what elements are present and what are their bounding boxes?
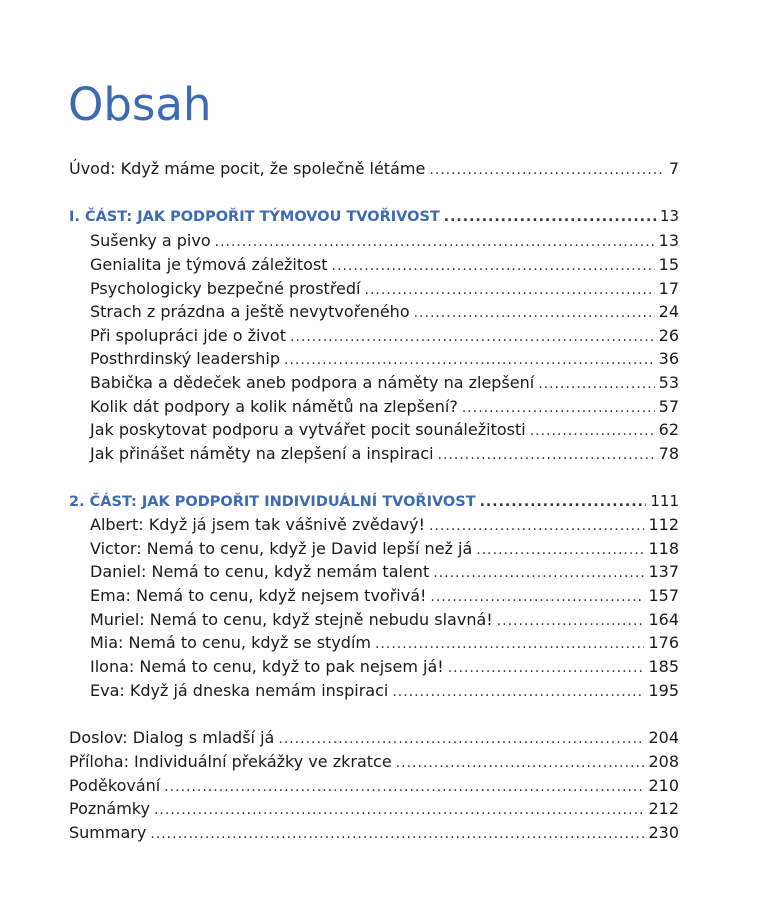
toc-entry-page: 17 — [658, 279, 679, 298]
toc-entry-intro[interactable] — [69, 158, 679, 181]
toc-entry-backmatter[interactable] — [69, 775, 679, 798]
toc-entry-page: 24 — [658, 302, 679, 321]
page-title: Obsah — [68, 78, 212, 131]
leader-dots — [392, 681, 644, 703]
toc-part-title: I. ČÁST: JAK PODPOŘIT TÝMOVOU TVOŘIVOST — [69, 209, 440, 225]
leader-dots — [462, 397, 655, 419]
toc-entry-title: Psychologicky bezpečné prostředí — [90, 279, 361, 298]
leader-dots — [278, 728, 644, 750]
toc-entry-page: 195 — [648, 681, 679, 700]
leader-dots — [154, 799, 644, 821]
leader-dots — [429, 159, 665, 181]
leader-dots — [164, 776, 644, 798]
toc-entry[interactable] — [90, 443, 679, 466]
toc-entry[interactable] — [90, 372, 679, 395]
toc-entry[interactable] — [90, 656, 679, 679]
toc-entry-backmatter[interactable] — [69, 798, 679, 821]
leader-dots — [438, 444, 655, 466]
leader-dots — [290, 326, 655, 348]
toc-entry-page: 15 — [658, 255, 679, 274]
toc-entry[interactable] — [90, 325, 679, 348]
toc-entry-title: Eva: Když já dneska nemám inspiraci — [90, 681, 389, 700]
toc-entry[interactable] — [90, 632, 679, 655]
toc-entry-title: Victor: Nemá to cenu, když je David lepší než já — [90, 539, 473, 558]
toc-part-page: 13 — [659, 207, 679, 225]
toc-entry-page: 208 — [648, 752, 679, 771]
toc-entry-backmatter[interactable] — [69, 727, 679, 750]
toc-entry-page: 137 — [648, 562, 679, 581]
toc-entry-backmatter[interactable] — [69, 822, 679, 845]
toc-entry-title: Úvod: Když máme pocit, že společně létáme — [69, 159, 426, 178]
toc-part-2[interactable] — [69, 490, 679, 513]
toc-entry[interactable] — [90, 585, 679, 608]
toc-entry-page: 36 — [658, 349, 679, 368]
leader-dots — [396, 752, 645, 774]
toc-entry-page: 210 — [648, 776, 679, 795]
toc-entry[interactable] — [90, 230, 679, 253]
toc-entry-title: Doslov: Dialog s mladší já — [69, 728, 275, 747]
toc-entry-title: Poděkování — [69, 776, 161, 795]
toc-entry-page: 176 — [648, 633, 679, 652]
toc-part-page: 111 — [650, 492, 679, 510]
toc-entry-page: 26 — [658, 326, 679, 345]
leader-dots — [480, 491, 647, 513]
toc-entry-page: 57 — [658, 397, 679, 416]
toc-entry-title: Muriel: Nemá to cenu, když stejně nebudu slavná! — [90, 610, 493, 629]
leader-dots — [530, 420, 655, 442]
leader-dots — [365, 279, 655, 301]
leader-dots — [444, 206, 656, 228]
toc-entry-title: Sušenky a pivo — [90, 231, 211, 250]
toc-entry-page: 13 — [658, 231, 679, 250]
toc-entry-title: Albert: Když já jsem tak vášnivě zvědavý! — [90, 515, 425, 534]
toc-entry-page: 112 — [648, 515, 679, 534]
toc-entry[interactable] — [90, 396, 679, 419]
toc-entry-title: Babička a dědeček aneb podpora a náměty na zlepšení — [90, 373, 535, 392]
toc-entry-title: Poznámky — [69, 799, 150, 818]
leader-dots — [538, 373, 654, 395]
toc-part-title: 2. ČÁST: JAK PODPOŘIT INDIVIDUÁLNÍ TVOŘIVOST — [69, 494, 476, 510]
leader-dots — [476, 539, 644, 561]
toc-entry-title: Jak poskytovat podporu a vytvářet pocit sounáležitosti — [90, 420, 526, 439]
toc-entry-page: 7 — [668, 159, 679, 178]
toc-entry-page: 204 — [648, 728, 679, 747]
leader-dots — [429, 515, 644, 537]
toc-entry[interactable] — [90, 514, 679, 537]
leader-dots — [284, 349, 655, 371]
toc-entry-title: Ilona: Nemá to cenu, když to pak nejsem já! — [90, 657, 444, 676]
leader-dots — [448, 657, 645, 679]
toc-entry[interactable] — [90, 348, 679, 371]
toc-entry-title: Při spolupráci jde o život — [90, 326, 286, 345]
toc-entry-title: Summary — [69, 823, 147, 842]
toc-entry-page: 212 — [648, 799, 679, 818]
toc-entry-title: Ema: Nemá to cenu, když nejsem tvořivá! — [90, 586, 427, 605]
leader-dots — [497, 610, 645, 632]
toc-entry-page: 78 — [658, 444, 679, 463]
leader-dots — [430, 586, 644, 608]
toc-entry[interactable] — [90, 419, 679, 442]
toc-entry-page: 62 — [658, 420, 679, 439]
toc-entry[interactable] — [90, 538, 679, 561]
toc-entry-page: 157 — [648, 586, 679, 605]
toc-entry[interactable] — [90, 254, 679, 277]
toc-entry-page: 230 — [648, 823, 679, 842]
toc-entry[interactable] — [90, 278, 679, 301]
toc-entry-title: Mia: Nemá to cenu, když se stydím — [90, 633, 371, 652]
toc-entry[interactable] — [90, 561, 679, 584]
toc-entry-title: Kolik dát podpory a kolik námětů na zlepšení? — [90, 397, 458, 416]
leader-dots — [414, 302, 655, 324]
toc-entry-title: Strach z prázdna a ještě nevytvořeného — [90, 302, 410, 321]
toc-part-1[interactable] — [69, 205, 679, 228]
leader-dots — [375, 633, 644, 655]
toc-entry[interactable] — [90, 301, 679, 324]
toc-entry-title: Posthrdinský leadership — [90, 349, 280, 368]
toc-entry-page: 118 — [648, 539, 679, 558]
leader-dots — [150, 823, 644, 845]
toc-entry-title: Genialita je týmová záležitost — [90, 255, 328, 274]
toc-entry-page: 53 — [658, 373, 679, 392]
leader-dots — [215, 231, 655, 253]
toc-entry[interactable] — [90, 680, 679, 703]
toc-entry-title: Daniel: Nemá to cenu, když nemám talent — [90, 562, 430, 581]
toc-entry-title: Příloha: Individuální překážky ve zkratce — [69, 752, 392, 771]
leader-dots — [433, 562, 644, 584]
leader-dots — [332, 255, 655, 277]
toc-entry-title: Jak přinášet náměty na zlepšení a inspiraci — [90, 444, 434, 463]
toc-entry-page: 164 — [648, 610, 679, 629]
toc-entry[interactable] — [90, 609, 679, 632]
toc-entry-backmatter[interactable] — [69, 751, 679, 774]
toc-entry-page: 185 — [648, 657, 679, 676]
